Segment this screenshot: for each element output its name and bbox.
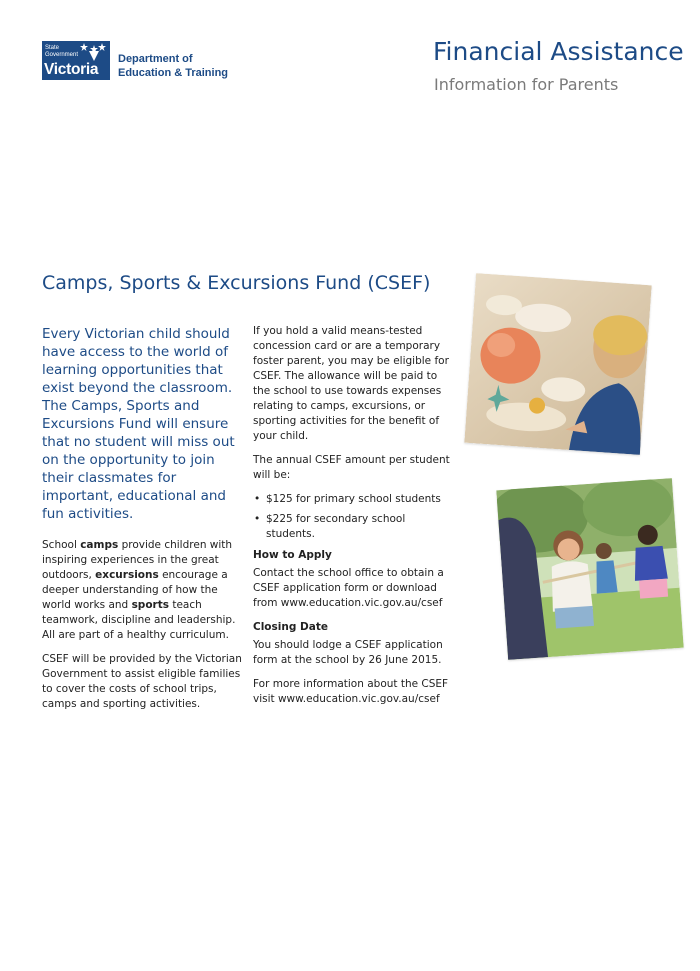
logo-victoria-text: Victoria	[44, 61, 99, 78]
lead-paragraph	[42, 325, 247, 523]
victoria-government-logo	[42, 41, 232, 83]
how-to-apply-text: Contact the school office to obtain a CSEF application form or download from www.education.vic.gov.au/csef	[253, 567, 444, 609]
photo-children-tug-of-war	[496, 478, 683, 660]
logo-state-line1: State	[45, 45, 60, 51]
list-item-secondary: • $225 for secondary school students.	[253, 512, 453, 542]
text-fragment: encourage a deeper understanding of how the world works and	[42, 569, 228, 611]
photo-boy-aquarium	[464, 273, 651, 455]
logo-state-text	[45, 45, 78, 59]
right-column	[253, 324, 453, 716]
annual-amount-paragraph: The annual CSEF amount per student will be:	[253, 454, 450, 481]
tug-of-war-image	[496, 478, 683, 660]
section-title: Camps, Sports & Excursions Fund (CSEF)	[42, 272, 431, 294]
eligibility-paragraph: If you hold a valid means-tested concession card or are a temporary foster parent, you may be eligible for CSEF. The allowance will be paid to the school to use towards expenses relating to camps, excursions, or sporting activities for the benefit of your child.	[253, 325, 449, 442]
closing-date-heading: Closing Date	[253, 621, 328, 633]
text-fragment: provide children with inspiring experiences in the great outdoors,	[42, 539, 233, 581]
list-item-primary: • $125 for primary school students	[253, 492, 453, 507]
left-column	[42, 538, 247, 721]
camps-sports-excursions-paragraph	[42, 538, 247, 643]
page-title: Financial Assistance	[433, 37, 684, 66]
more-information-text: For more information about the CSEF visit www.education.vic.gov.au/csef	[253, 678, 449, 705]
text-fragment: teach teamwork, discipline and leadership. All are part of a healthy curriculum.	[42, 599, 236, 641]
southern-cross-icon	[80, 42, 106, 62]
boy-aquarium-image	[464, 273, 651, 455]
bold-camps: camps	[80, 539, 119, 551]
csef-provision-paragraph: CSEF will be provided by the Victorian Government to assist eligible families to cover the costs of school trips, camps and sporting activities.	[42, 653, 242, 710]
bold-excursions: excursions	[95, 569, 159, 581]
how-to-apply-heading: How to Apply	[253, 549, 332, 561]
logo-state-line2: Government	[45, 52, 79, 58]
text-fragment: School	[42, 539, 81, 551]
amount-list	[253, 492, 453, 542]
victoria-logo-block	[42, 41, 110, 80]
lead-text: Every Victorian child should have access to the world of learning opportunities that exist beyond the classroom. The Camps, Sports and Excursions Fund will ensure that no student will miss out on the opportunity to join their classmates for important, educational and fun activities.	[42, 326, 235, 522]
closing-date-text: You should lodge a CSEF application form at the school by 26 June 2015.	[253, 639, 443, 666]
department-name: Department of Education & Training	[118, 53, 229, 79]
page-subtitle: Information for Parents	[434, 75, 619, 94]
bold-sports: sports	[131, 599, 169, 611]
